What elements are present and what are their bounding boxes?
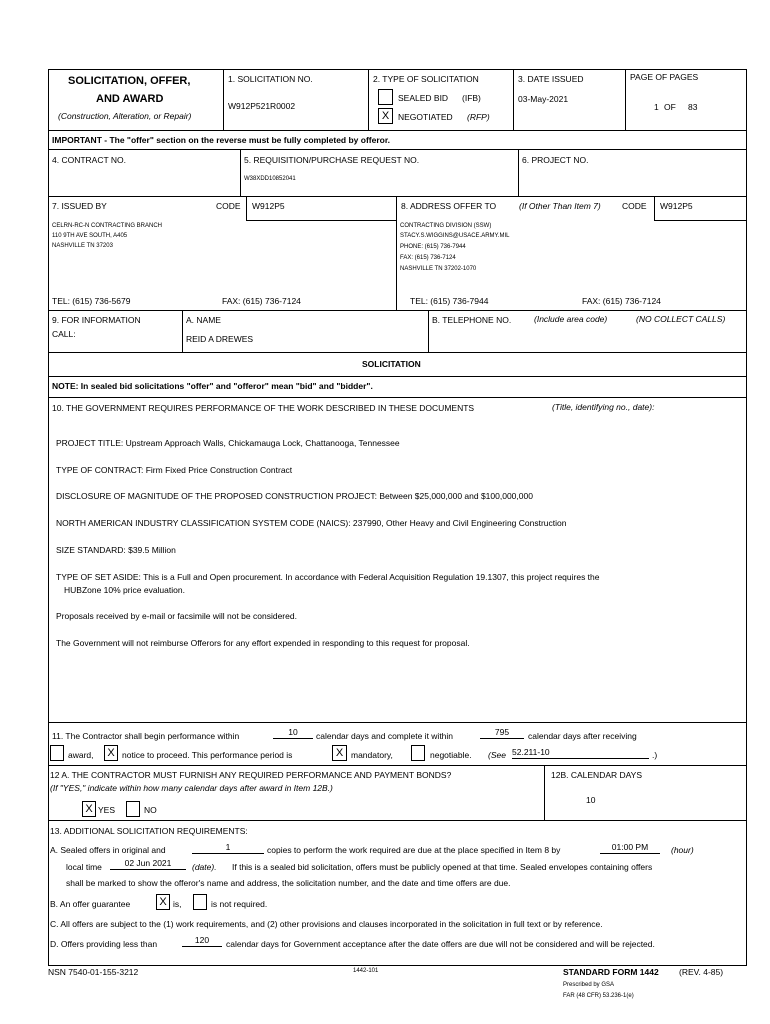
issued-by-line-3: NASHVILLE TN 37203 <box>52 243 113 249</box>
requisition-no-value[interactable]: W38XDD10852041 <box>244 176 296 182</box>
divider <box>368 69 369 130</box>
address-offer-fax: FAX: (615) 736-7124 <box>582 296 661 306</box>
item-11-text-2: calendar days and complete it within <box>316 731 454 741</box>
project-title: PROJECT TITLE: Upstream Approach Walls, Chickamauga Lock, Chattanooga, Tennessee <box>56 438 400 448</box>
ntp-label: notice to proceed. This performance period is <box>122 750 293 760</box>
mandatory-label: mandatory, <box>351 750 393 760</box>
address-offer-line-3: PHONE: (615) 736-7944 <box>400 244 466 250</box>
bonds-yes-checkbox[interactable]: X <box>82 801 96 817</box>
info-name-label: A. NAME <box>186 315 221 325</box>
item-13a-text-3: If this is a sealed bid solicitation, offers must be publicly opened at that time. Sealed envelopes containing offers <box>232 862 653 872</box>
address-offer-line-1: CONTRACTING DIVISION (SSW) <box>400 223 492 229</box>
item-12b-label: 12B. CALENDAR DAYS <box>551 770 643 780</box>
magnitude-disclosure: DISCLOSURE OF MAGNITUDE OF THE PROPOSED CONSTRUCTION PROJECT: Between $25,000,000 and $100,000,000 <box>56 491 533 501</box>
item-10-note: (Title, identifying no., date): <box>552 402 655 412</box>
item-13a-text-1: A. Sealed offers in original and <box>50 845 166 855</box>
item-12a-note: (If "YES," indicate within how many calendar days after award in Item 12B.) <box>50 783 333 793</box>
item-13a-text-2: copies to perform the work required are due at the place specified in Item 8 by <box>267 845 561 855</box>
divider <box>48 376 747 377</box>
sealed-bid-checkbox[interactable] <box>378 89 393 105</box>
divider <box>625 69 626 130</box>
naics-code: NORTH AMERICAN INDUSTRY CLASSIFICATION SYSTEM CODE (NAICS): 237990, Other Heavy and Civil Engineering Construction <box>56 518 567 528</box>
set-aside-line-2: HUBZone 10% price evaluation. <box>64 585 185 595</box>
form-right-border <box>746 69 747 966</box>
sealed-bid-abbr: (IFB) <box>462 93 481 103</box>
issued-by-code-label: CODE <box>216 201 241 211</box>
important-note: IMPORTANT - The "offer" section on the reverse must be fully completed by offeror. <box>52 135 391 145</box>
solicitation-heading: SOLICITATION <box>362 359 421 369</box>
negotiated-label: NEGOTIATED <box>398 112 453 122</box>
set-aside-line-1: TYPE OF SET ASIDE: This is a Full and Open procurement. In accordance with Federal Acquisition Regulation 19.1307, this project requires the <box>56 572 600 582</box>
guarantee-not-checkbox[interactable] <box>193 894 207 910</box>
divider <box>654 196 655 220</box>
form-subtitle: (Construction, Alteration, or Repair) <box>58 111 192 121</box>
divider <box>246 220 396 221</box>
see-close: .) <box>652 750 658 760</box>
guarantee-is-label: is, <box>173 899 182 909</box>
negotiable-label: negotiable. <box>430 750 472 760</box>
address-offer-code: W912P5 <box>660 201 693 211</box>
info-phone-note-1: (Include area code) <box>534 314 608 324</box>
begin-days[interactable]: 10 <box>273 727 313 739</box>
page-of-pages-label: PAGE OF PAGES <box>630 72 699 82</box>
divider <box>182 310 183 352</box>
divider <box>48 722 747 723</box>
divider <box>223 69 224 130</box>
address-offer-line-2: STACY.S.WIGGINS@USACE.ARMY.MIL <box>400 233 510 239</box>
form-name: STANDARD FORM 1442 <box>563 967 659 977</box>
guarantee-is-checkbox[interactable]: X <box>156 894 170 910</box>
nsn-number: NSN 7540-01-155-3212 <box>48 967 139 977</box>
item-13b-text: B. An offer guarantee <box>50 899 131 909</box>
bonds-no-label: NO <box>144 805 157 815</box>
form-bottom-border <box>48 965 747 966</box>
complete-days[interactable]: 795 <box>480 727 524 739</box>
calendar-days-value[interactable]: 10 <box>586 795 596 805</box>
address-offer-label: 8. ADDRESS OFFER TO <box>401 201 497 211</box>
see-label: (See <box>488 750 506 760</box>
date-issued-label: 3. DATE ISSUED <box>518 74 584 84</box>
form-revision: (REV. 4-85) <box>679 967 724 977</box>
issued-by-fax: FAX: (615) 736-7124 <box>222 296 301 306</box>
item-13d-text-2: calendar days for Government acceptance after the date offers are due will not be considered and will be rejected. <box>226 939 655 949</box>
award-checkbox[interactable] <box>50 745 64 761</box>
mandatory-checkbox[interactable]: X <box>332 745 347 761</box>
contract-type: TYPE OF CONTRACT: Firm Fixed Price Construction Contract <box>56 465 293 475</box>
size-standard: SIZE STANDARD: $39.5 Million <box>56 545 176 555</box>
bonds-no-checkbox[interactable] <box>126 801 140 817</box>
of-label: OF <box>664 102 676 112</box>
issued-by-line-1: CELRN-RC-N CONTRACTING BRANCH <box>52 223 163 229</box>
form-mid-code: 1442-101 <box>353 968 379 974</box>
negotiated-abbr: (RFP) <box>467 112 490 122</box>
issued-by-code: W912P5 <box>252 201 285 211</box>
divider <box>518 149 519 196</box>
acceptance-days[interactable]: 120 <box>182 935 222 947</box>
item-13c-text: C. All offers are subject to the (1) work requirements, and (2) other provisions and clauses incorporated in the solicitation in full text or by reference. <box>50 919 603 929</box>
bonds-yes-label: YES <box>98 805 116 815</box>
info-call-label-1: 9. FOR INFORMATION <box>52 315 141 325</box>
info-phone-note-2: (NO COLLECT CALLS) <box>636 314 726 324</box>
form-top-border <box>48 69 747 70</box>
divider <box>48 352 747 353</box>
award-label: award, <box>68 750 94 760</box>
divider <box>48 397 747 398</box>
divider <box>48 196 747 197</box>
item-12a-label: 12 A. THE CONTRACTOR MUST FURNISH ANY REQUIRED PERFORMANCE AND PAYMENT BONDS? <box>50 770 452 780</box>
requisition-label: 5. REQUISITION/PURCHASE REQUEST NO. <box>244 155 420 165</box>
divider <box>48 130 747 131</box>
address-offer-code-label: CODE <box>622 201 647 211</box>
guarantee-not-label: is not required. <box>211 899 268 909</box>
divider <box>240 149 241 196</box>
hour-label: (hour) <box>671 845 694 855</box>
divider <box>246 196 247 220</box>
reimburse-note: The Government will not reimburse Offerors for any effort expended in responding to this request for proposal. <box>56 638 470 648</box>
address-offer-note: (If Other Than Item 7) <box>519 201 601 211</box>
date-issued-value[interactable]: 03-May-2021 <box>518 94 569 104</box>
project-no-label: 6. PROJECT NO. <box>522 155 589 165</box>
far-reference: FAR (48 CFR) 53.236-1(e) <box>563 993 634 999</box>
address-offer-tel: TEL: (615) 736-7944 <box>410 296 489 306</box>
prescribed-by: Prescribed by GSA <box>563 982 615 988</box>
page-number: 1 <box>654 102 659 112</box>
form-left-border <box>48 69 49 966</box>
contract-no-label: 4. CONTRACT NO. <box>52 155 126 165</box>
address-offer-line-5: NASHVILLE TN 37202-1070 <box>400 266 477 272</box>
solicitation-no-value[interactable]: W912P521R0002 <box>228 101 296 111</box>
divider <box>48 310 747 311</box>
divider <box>48 765 747 766</box>
negotiable-checkbox[interactable] <box>411 745 425 761</box>
solicitation-no-label: 1. SOLICITATION NO. <box>228 74 313 84</box>
ntp-checkbox[interactable]: X <box>104 745 118 761</box>
negotiated-checkbox[interactable]: X <box>378 108 393 124</box>
divider <box>48 820 747 821</box>
item-13-label: 13. ADDITIONAL SOLICITATION REQUIREMENTS: <box>50 826 248 836</box>
divider <box>544 765 545 820</box>
type-of-solicitation-label: 2. TYPE OF SOLICITATION <box>373 74 479 84</box>
item-11-text-3: calendar days after receiving <box>528 731 637 741</box>
issued-by-line-2: 110 9TH AVE SOUTH, A405 <box>52 233 128 239</box>
info-phone-label: B. TELEPHONE NO. <box>432 315 512 325</box>
sealed-bid-label: SEALED BID <box>398 93 449 103</box>
local-time-label: local time <box>66 862 102 872</box>
due-time[interactable]: 01:00 PM <box>600 842 660 854</box>
item-10-label: 10. THE GOVERNMENT REQUIRES PERFORMANCE OF THE WORK DESCRIBED IN THESE DOCUMENTS <box>52 403 475 413</box>
proposal-email-note: Proposals received by e-mail or facsimile will not be considered. <box>56 611 297 621</box>
divider <box>428 310 429 352</box>
due-date[interactable]: 02 Jun 2021 <box>110 858 186 870</box>
sealed-bid-note: NOTE: In sealed bid solicitations "offer" and "offeror" mean "bid" and "bidder". <box>52 381 373 391</box>
copies-value[interactable]: 1 <box>192 842 264 854</box>
total-pages: 83 <box>688 102 698 112</box>
issued-by-label: 7. ISSUED BY <box>52 201 107 211</box>
see-reference[interactable]: 52.211-10 <box>512 747 649 759</box>
issued-by-tel: TEL: (615) 736-5679 <box>52 296 131 306</box>
address-offer-line-4: FAX: (615) 736-7124 <box>400 255 456 261</box>
divider <box>654 220 747 221</box>
form-title-line-1: SOLICITATION, OFFER, <box>68 75 191 87</box>
divider <box>396 196 397 310</box>
divider <box>48 149 747 150</box>
divider <box>513 69 514 130</box>
item-13a-text-4: shall be marked to show the offeror's name and address, the solicitation number, and the date and time offers are due. <box>66 878 511 888</box>
date-label: (date). <box>192 862 217 872</box>
form-title-line-2: AND AWARD <box>96 93 164 105</box>
info-name-value[interactable]: REID A DREWES <box>186 334 254 344</box>
item-11-text-1: 11. The Contractor shall begin performance within <box>52 731 240 741</box>
info-call-label-2: CALL: <box>52 329 76 339</box>
item-13d-text-1: D. Offers providing less than <box>50 939 158 949</box>
